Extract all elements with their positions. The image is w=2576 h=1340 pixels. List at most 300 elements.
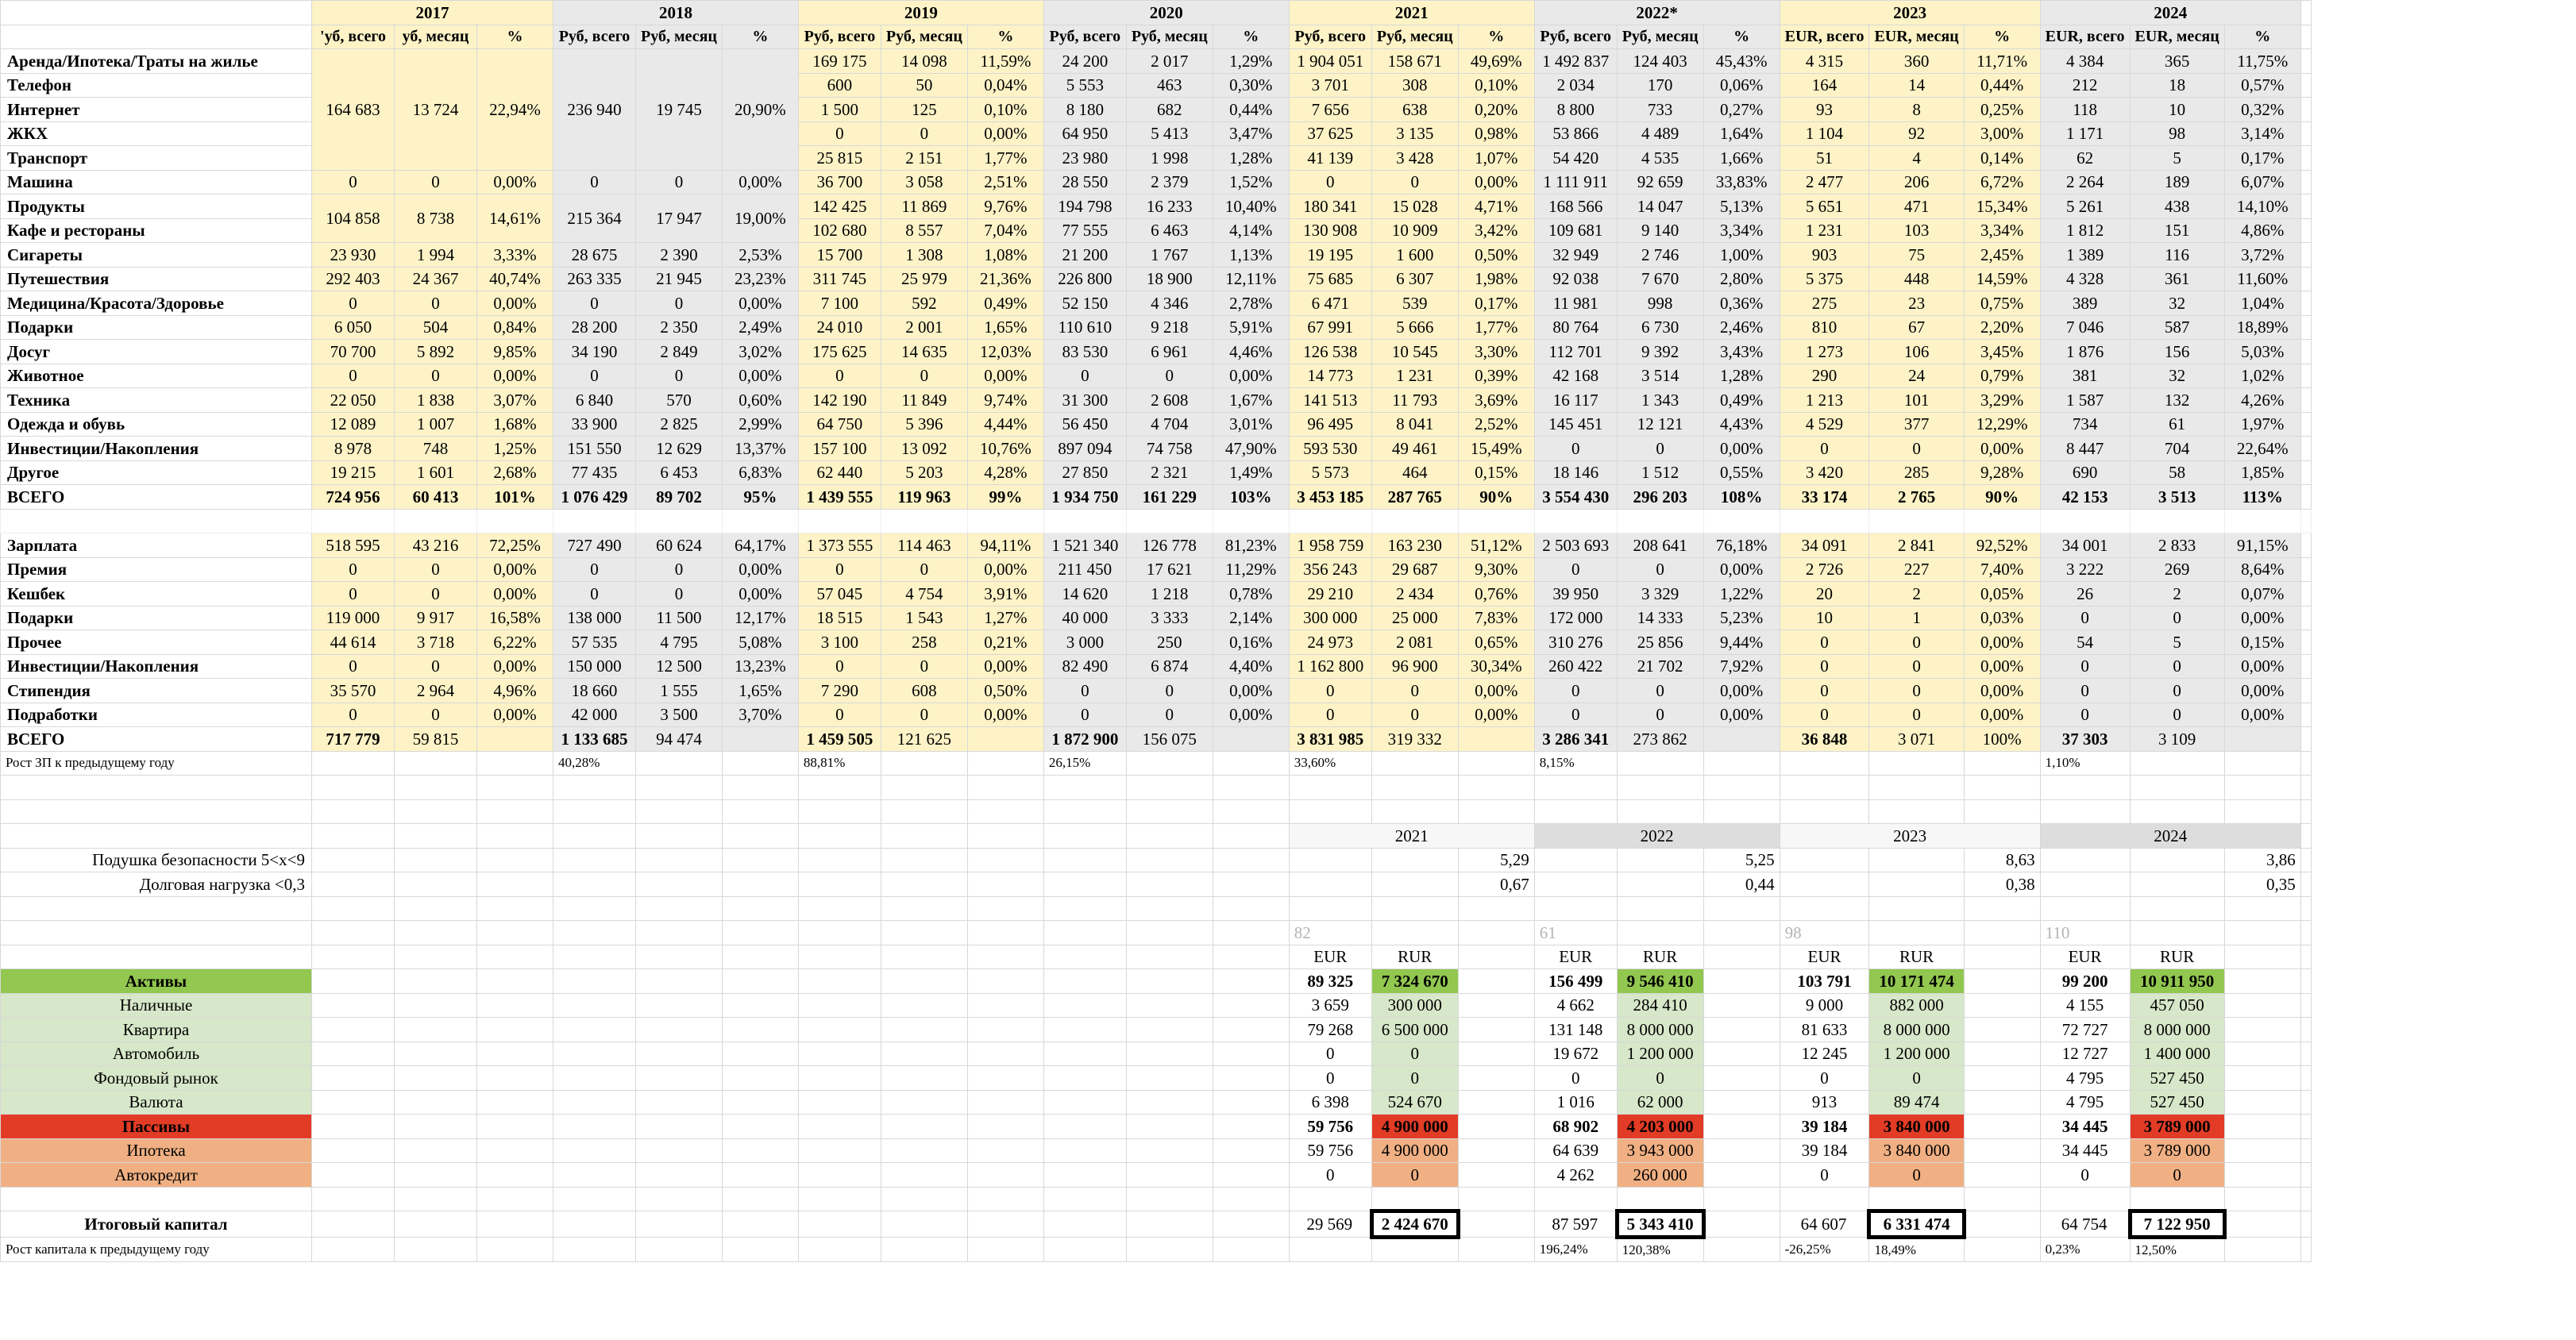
value-cell[interactable]: 0,00% [1458, 170, 1534, 194]
empty-cell[interactable] [636, 945, 723, 969]
empty-cell[interactable] [2224, 945, 2300, 969]
empty-cell[interactable] [1126, 1138, 1213, 1163]
empty-cell[interactable] [312, 872, 395, 897]
value-cell[interactable]: 26 [2040, 582, 2130, 606]
value-cell[interactable]: 0,00% [1458, 679, 1534, 703]
value-cell[interactable]: 4 489 [1617, 121, 1703, 146]
empty-cell[interactable] [2300, 606, 2311, 630]
value-cell[interactable]: 682 [1126, 98, 1213, 122]
value-cell[interactable]: 1 876 [2040, 340, 2130, 364]
value-cell[interactable]: 504 [395, 315, 477, 340]
empty-cell[interactable] [1780, 799, 1869, 824]
value-cell[interactable]: 4 795 [636, 630, 723, 655]
value-cell[interactable]: 6 730 [1617, 315, 1703, 340]
empty-cell[interactable] [553, 1238, 636, 1262]
value-cell[interactable]: 36 700 [798, 170, 881, 194]
balance-eur[interactable]: 0 [1289, 1042, 1371, 1066]
empty-cell[interactable] [477, 1238, 553, 1262]
value-cell[interactable]: 0,00% [722, 557, 798, 582]
value-cell[interactable]: 3 500 [636, 703, 723, 727]
empty-cell[interactable] [2130, 872, 2224, 897]
value-cell[interactable]: 3,30% [1458, 340, 1534, 364]
empty-cell[interactable] [1534, 776, 1617, 800]
empty-cell[interactable] [2300, 1115, 2311, 1139]
empty-cell[interactable] [1458, 1090, 1534, 1115]
empty-cell[interactable] [1869, 896, 1964, 921]
value-cell[interactable]: 70 700 [312, 340, 395, 364]
empty-cell[interactable] [1, 509, 312, 533]
value-cell[interactable]: 2 746 [1617, 243, 1703, 268]
value-cell[interactable]: 592 [881, 291, 967, 316]
empty-cell[interactable] [2300, 73, 2311, 98]
value-cell[interactable]: 61 [2130, 412, 2224, 437]
empty-cell[interactable] [553, 896, 636, 921]
value-cell[interactable] [1703, 727, 1780, 752]
capital-growth-rur[interactable]: 120,38% [1617, 1238, 1703, 1262]
balance-eur[interactable]: 4 662 [1534, 993, 1617, 1018]
value-cell[interactable]: 5,08% [722, 630, 798, 655]
value-cell[interactable]: 518 595 [312, 533, 395, 558]
empty-cell[interactable] [2130, 509, 2224, 533]
value-cell[interactable]: 1 555 [636, 679, 723, 703]
value-cell[interactable]: 14 635 [881, 340, 967, 364]
value-cell[interactable]: 23,23% [722, 267, 798, 291]
empty-cell[interactable] [2300, 533, 2311, 558]
empty-cell[interactable] [2224, 1238, 2300, 1262]
value-cell[interactable]: 0,21% [967, 630, 1043, 655]
value-cell[interactable]: 4 328 [2040, 267, 2130, 291]
value-cell[interactable]: 300 000 [1289, 606, 1371, 630]
value-cell[interactable]: 0,00% [722, 291, 798, 316]
value-cell[interactable]: 11,59% [967, 49, 1043, 74]
empty-cell[interactable] [881, 1042, 967, 1066]
value-cell[interactable]: 5 203 [881, 460, 967, 485]
category-label[interactable]: Одежда и обувь [1, 412, 312, 437]
balance-rur[interactable]: 89 474 [1869, 1090, 1964, 1115]
value-cell[interactable]: 11,60% [2224, 267, 2300, 291]
value-cell[interactable]: 1 459 505 [798, 727, 881, 752]
empty-cell[interactable] [1126, 1115, 1213, 1139]
empty-cell[interactable] [722, 848, 798, 872]
empty-cell[interactable] [1703, 921, 1780, 945]
value-cell[interactable]: 0 [798, 364, 881, 388]
empty-cell[interactable] [1213, 1042, 1289, 1066]
category-label[interactable]: Продукты [1, 194, 312, 219]
value-cell[interactable]: 1 389 [2040, 243, 2130, 268]
value-cell[interactable]: 2 849 [636, 340, 723, 364]
empty-cell[interactable] [1964, 1090, 2040, 1115]
value-cell[interactable]: 0,00% [477, 654, 553, 679]
value-cell[interactable]: 0 [395, 654, 477, 679]
capital-eur[interactable]: 64 607 [1780, 1211, 1869, 1238]
currency-rur[interactable]: RUR [1869, 945, 1964, 969]
empty-cell[interactable] [1126, 1238, 1213, 1262]
category-label[interactable]: Инвестиции/Накопления [1, 437, 312, 461]
capital-eur[interactable]: 29 569 [1289, 1211, 1371, 1238]
empty-cell[interactable] [967, 945, 1043, 969]
value-cell[interactable]: 4,71% [1458, 194, 1534, 219]
empty-cell[interactable] [1213, 1238, 1289, 1262]
value-cell[interactable]: 3,07% [477, 388, 553, 413]
value-cell[interactable]: 42 168 [1534, 364, 1617, 388]
value-cell[interactable]: 0,00% [477, 364, 553, 388]
empty-cell[interactable] [1780, 751, 1869, 776]
empty-cell[interactable] [1126, 799, 1213, 824]
value-cell[interactable]: 292 403 [312, 267, 395, 291]
value-cell[interactable]: 164 [1780, 73, 1869, 98]
empty-cell[interactable] [881, 896, 967, 921]
empty-cell[interactable] [1043, 776, 1126, 800]
value-cell[interactable]: 0,00% [722, 364, 798, 388]
value-cell[interactable]: 0,00% [2224, 654, 2300, 679]
empty-cell[interactable] [798, 1042, 881, 1066]
empty-cell[interactable] [553, 1018, 636, 1042]
value-cell[interactable]: 2 825 [636, 412, 723, 437]
value-cell[interactable]: 10 [2130, 98, 2224, 122]
value-cell[interactable]: 5 666 [1371, 315, 1458, 340]
year-header[interactable]: 2022* [1534, 1, 1780, 25]
value-cell[interactable]: 285 [1869, 460, 1964, 485]
value-cell[interactable]: 0 [553, 557, 636, 582]
value-cell[interactable]: 6 874 [1126, 654, 1213, 679]
empty-cell[interactable] [1213, 921, 1289, 945]
balance-eur[interactable]: 0 [2040, 1163, 2130, 1188]
empty-cell[interactable] [2300, 98, 2311, 122]
empty-cell[interactable] [798, 1115, 881, 1139]
value-cell[interactable]: 14 047 [1617, 194, 1703, 219]
empty-cell[interactable] [553, 872, 636, 897]
empty-cell[interactable] [881, 1211, 967, 1238]
empty-cell[interactable] [798, 1138, 881, 1163]
empty-cell[interactable] [967, 1238, 1043, 1262]
empty-cell[interactable] [1371, 921, 1458, 945]
empty-cell[interactable] [1780, 896, 1869, 921]
value-cell[interactable]: 116 [2130, 243, 2224, 268]
value-cell[interactable]: 0,44% [1213, 98, 1289, 122]
empty-cell[interactable] [1458, 993, 1534, 1018]
empty-cell[interactable] [1213, 509, 1289, 533]
value-cell[interactable]: 1 104 [1780, 121, 1869, 146]
balance-eur[interactable]: 79 268 [1289, 1018, 1371, 1042]
value-cell[interactable]: 95% [722, 485, 798, 510]
empty-cell[interactable] [2300, 848, 2311, 872]
value-cell[interactable]: 151 550 [553, 437, 636, 461]
empty-cell[interactable] [477, 1187, 553, 1211]
empty-cell[interactable] [553, 1187, 636, 1211]
merged-value-cell[interactable]: 13 724 [395, 49, 477, 171]
value-cell[interactable]: 25 000 [1371, 606, 1458, 630]
empty-cell[interactable] [553, 799, 636, 824]
capital-growth-eur[interactable]: 196,24% [1534, 1238, 1617, 1262]
column-header[interactable]: % [2224, 25, 2300, 49]
column-header[interactable]: Руб, всего [553, 25, 636, 49]
value-cell[interactable]: 60 413 [395, 485, 477, 510]
value-cell[interactable]: 1 600 [1371, 243, 1458, 268]
column-header[interactable]: EUR, месяц [1869, 25, 1964, 49]
empty-cell[interactable] [477, 1115, 553, 1139]
value-cell[interactable]: 1,52% [1213, 170, 1289, 194]
income-label[interactable]: Премия [1, 557, 312, 582]
empty-cell[interactable] [2224, 1018, 2300, 1042]
value-cell[interactable]: 64,17% [722, 533, 798, 558]
value-cell[interactable]: 5 553 [1043, 73, 1126, 98]
value-cell[interactable]: 92 659 [1617, 170, 1703, 194]
value-cell[interactable]: 208 641 [1617, 533, 1703, 558]
value-cell[interactable]: 33 900 [553, 412, 636, 437]
value-cell[interactable]: 724 956 [312, 485, 395, 510]
value-cell[interactable]: 163 230 [1371, 533, 1458, 558]
empty-cell[interactable] [312, 824, 395, 849]
merged-value-cell[interactable]: 8 738 [395, 194, 477, 243]
value-cell[interactable]: 27 850 [1043, 460, 1126, 485]
empty-cell[interactable] [1617, 799, 1703, 824]
value-cell[interactable]: 0 [1780, 703, 1869, 727]
value-cell[interactable]: 0 [1780, 679, 1869, 703]
empty-cell[interactable] [2300, 1138, 2311, 1163]
balance-rur[interactable]: 7 324 670 [1371, 969, 1458, 994]
value-cell[interactable]: 0,15% [2224, 630, 2300, 655]
value-cell[interactable]: 3 286 341 [1534, 727, 1617, 752]
value-cell[interactable]: 3 333 [1126, 606, 1213, 630]
empty-cell[interactable] [1126, 1066, 1213, 1091]
empty-cell[interactable] [2300, 630, 2311, 655]
empty-cell[interactable] [2300, 872, 2311, 897]
value-cell[interactable]: 20 [1780, 582, 1869, 606]
empty-cell[interactable] [1213, 1138, 1289, 1163]
value-cell[interactable]: 3 513 [2130, 485, 2224, 510]
value-cell[interactable]: 1,77% [967, 146, 1043, 171]
empty-cell[interactable] [2300, 412, 2311, 437]
value-cell[interactable]: 3,72% [2224, 243, 2300, 268]
debt-label[interactable]: Долговая нагрузка <0,3 [1, 872, 312, 897]
value-cell[interactable]: 180 341 [1289, 194, 1371, 219]
value-cell[interactable]: 0 [1043, 364, 1126, 388]
empty-cell[interactable] [2224, 1138, 2300, 1163]
value-cell[interactable]: 90% [1964, 485, 2040, 510]
value-cell[interactable]: 0 [1289, 170, 1371, 194]
currency-rur[interactable]: RUR [1371, 945, 1458, 969]
value-cell[interactable]: 227 [1869, 557, 1964, 582]
balance-eur[interactable]: 12 245 [1780, 1042, 1869, 1066]
value-cell[interactable]: 0,49% [967, 291, 1043, 316]
value-cell[interactable]: 0 [553, 582, 636, 606]
empty-cell[interactable] [1043, 509, 1126, 533]
value-cell[interactable]: 64 950 [1043, 121, 1126, 146]
value-cell[interactable]: 0 [1371, 170, 1458, 194]
empty-cell[interactable] [881, 1163, 967, 1188]
balance-rur[interactable]: 527 450 [2130, 1066, 2224, 1091]
empty-cell[interactable] [395, 776, 477, 800]
value-cell[interactable]: 361 [2130, 267, 2224, 291]
value-cell[interactable]: 319 332 [1371, 727, 1458, 752]
value-cell[interactable]: 258 [881, 630, 967, 655]
value-cell[interactable]: 0,16% [1213, 630, 1289, 655]
value-cell[interactable]: 0,00% [967, 364, 1043, 388]
empty-cell[interactable] [395, 848, 477, 872]
empty-cell[interactable] [1213, 1187, 1289, 1211]
empty-cell[interactable] [722, 1066, 798, 1091]
income-label[interactable]: Подарки [1, 606, 312, 630]
value-cell[interactable]: 6,22% [477, 630, 553, 655]
empty-cell[interactable] [967, 1211, 1043, 1238]
merged-value-cell[interactable]: 17 947 [636, 194, 723, 243]
empty-cell[interactable] [798, 969, 881, 994]
value-cell[interactable]: 16,58% [477, 606, 553, 630]
column-header[interactable]: EUR, месяц [2130, 25, 2224, 49]
value-cell[interactable]: 0 [1780, 437, 1869, 461]
empty-cell[interactable] [2300, 1163, 2311, 1188]
exchange-rate[interactable]: 98 [1780, 921, 1869, 945]
salary-growth-value[interactable]: 88,81% [798, 751, 881, 776]
empty-cell[interactable] [1371, 872, 1458, 897]
value-cell[interactable]: 0 [798, 557, 881, 582]
value-cell[interactable]: 3,01% [1213, 412, 1289, 437]
value-cell[interactable]: 2 833 [2130, 533, 2224, 558]
value-cell[interactable]: 0 [636, 557, 723, 582]
empty-cell[interactable] [477, 751, 553, 776]
value-cell[interactable]: 250 [1126, 630, 1213, 655]
value-cell[interactable]: 118 [2040, 98, 2130, 122]
column-header[interactable]: Руб, месяц [881, 25, 967, 49]
empty-cell[interactable] [2300, 218, 2311, 243]
value-cell[interactable] [1458, 727, 1534, 752]
value-cell[interactable]: 2,99% [722, 412, 798, 437]
value-cell[interactable]: 0,07% [2224, 582, 2300, 606]
empty-cell[interactable] [477, 1042, 553, 1066]
empty-cell[interactable] [636, 969, 723, 994]
empty-cell[interactable] [477, 1138, 553, 1163]
empty-cell[interactable] [1534, 1187, 1617, 1211]
empty-cell[interactable] [722, 1018, 798, 1042]
value-cell[interactable]: 1,65% [722, 679, 798, 703]
value-cell[interactable]: 33,83% [1703, 170, 1780, 194]
value-cell[interactable]: 124 403 [1617, 49, 1703, 74]
empty-cell[interactable] [1964, 1018, 2040, 1042]
value-cell[interactable]: 356 243 [1289, 557, 1371, 582]
value-cell[interactable]: 1,64% [1703, 121, 1780, 146]
empty-cell[interactable] [1703, 751, 1780, 776]
empty-cell[interactable] [798, 921, 881, 945]
empty-cell[interactable] [881, 1187, 967, 1211]
empty-cell[interactable] [881, 1115, 967, 1139]
empty-cell[interactable] [1043, 1138, 1126, 1163]
value-cell[interactable]: 8 [1869, 98, 1964, 122]
empty-cell[interactable] [1869, 509, 1964, 533]
value-cell[interactable]: 0 [636, 291, 723, 316]
empty-cell[interactable] [967, 1115, 1043, 1139]
empty-cell[interactable] [881, 751, 967, 776]
value-cell[interactable]: 18 [2130, 73, 2224, 98]
empty-cell[interactable] [722, 1138, 798, 1163]
merged-value-cell[interactable]: 22,94% [477, 49, 553, 171]
empty-cell[interactable] [553, 1163, 636, 1188]
value-cell[interactable]: 2,52% [1458, 412, 1534, 437]
empty-cell[interactable] [1213, 848, 1289, 872]
value-cell[interactable]: 37 303 [2040, 727, 2130, 752]
balance-rur[interactable]: 524 670 [1371, 1090, 1458, 1115]
value-cell[interactable]: 5,23% [1703, 606, 1780, 630]
capital-rur[interactable]: 7 122 950 [2130, 1211, 2224, 1238]
value-cell[interactable]: 0 [312, 654, 395, 679]
value-cell[interactable]: 75 [1869, 243, 1964, 268]
value-cell[interactable]: 12 629 [636, 437, 723, 461]
value-cell[interactable]: 1 007 [395, 412, 477, 437]
empty-cell[interactable] [1703, 1115, 1780, 1139]
empty-cell[interactable] [2300, 25, 2311, 49]
income-label[interactable]: Кешбек [1, 582, 312, 606]
empty-cell[interactable] [1458, 1187, 1534, 1211]
empty-cell[interactable] [2300, 49, 2311, 74]
balance-rur[interactable]: 8 000 000 [2130, 1018, 2224, 1042]
value-cell[interactable]: 92 [1869, 121, 1964, 146]
value-cell[interactable]: 365 [2130, 49, 2224, 74]
value-cell[interactable]: 13,37% [722, 437, 798, 461]
value-cell[interactable]: 1 998 [1126, 146, 1213, 171]
value-cell[interactable]: 1 162 800 [1289, 654, 1371, 679]
capital-year-header[interactable]: 2021 [1289, 824, 1534, 849]
value-cell[interactable]: 0 [1869, 630, 1964, 655]
value-cell[interactable]: 29 687 [1371, 557, 1458, 582]
value-cell[interactable]: 4 315 [1780, 49, 1869, 74]
income-label[interactable]: ВСЕГО [1, 727, 312, 752]
column-header[interactable]: Руб, месяц [1126, 25, 1213, 49]
value-cell[interactable]: 1,66% [1703, 146, 1780, 171]
category-label[interactable]: Подарки [1, 315, 312, 340]
empty-cell[interactable] [1126, 776, 1213, 800]
value-cell[interactable]: 7 670 [1617, 267, 1703, 291]
value-cell[interactable]: 42 000 [553, 703, 636, 727]
value-cell[interactable]: 438 [2130, 194, 2224, 219]
value-cell[interactable]: 0 [1043, 679, 1126, 703]
value-cell[interactable]: 1 171 [2040, 121, 2130, 146]
value-cell[interactable]: 389 [2040, 291, 2130, 316]
balance-rur[interactable]: 0 [1617, 1066, 1703, 1091]
empty-cell[interactable] [1703, 509, 1780, 533]
value-cell[interactable]: 19 215 [312, 460, 395, 485]
empty-cell[interactable] [553, 969, 636, 994]
column-header[interactable]: Руб, месяц [1617, 25, 1703, 49]
empty-cell[interactable] [2300, 1, 2311, 25]
value-cell[interactable]: 1 994 [395, 243, 477, 268]
empty-cell[interactable] [477, 1211, 553, 1238]
value-cell[interactable]: 311 745 [798, 267, 881, 291]
empty-cell[interactable] [1289, 872, 1371, 897]
merged-value-cell[interactable]: 19,00% [722, 194, 798, 243]
value-cell[interactable]: 2,80% [1703, 267, 1780, 291]
value-cell[interactable]: 2 434 [1371, 582, 1458, 606]
empty-cell[interactable] [1703, 1066, 1780, 1091]
value-cell[interactable]: 22,64% [2224, 437, 2300, 461]
balance-label[interactable]: Активы [1, 969, 312, 994]
value-cell[interactable]: 0,14% [1964, 146, 2040, 171]
empty-cell[interactable] [1043, 1090, 1126, 1115]
debt-value[interactable]: 0,38 [1964, 872, 2040, 897]
balance-rur[interactable]: 300 000 [1371, 993, 1458, 1018]
value-cell[interactable]: 0,32% [2224, 98, 2300, 122]
value-cell[interactable]: 77 555 [1043, 218, 1126, 243]
value-cell[interactable]: 3,69% [1458, 388, 1534, 413]
debt-value[interactable]: 0,67 [1458, 872, 1534, 897]
value-cell[interactable]: 76,18% [1703, 533, 1780, 558]
empty-cell[interactable] [881, 1138, 967, 1163]
balance-rur[interactable]: 1 200 000 [1869, 1042, 1964, 1066]
value-cell[interactable]: 6,72% [1964, 170, 2040, 194]
empty-cell[interactable] [312, 1018, 395, 1042]
balance-eur[interactable]: 6 398 [1289, 1090, 1371, 1115]
empty-cell[interactable] [1289, 896, 1371, 921]
empty-cell[interactable] [881, 1066, 967, 1091]
empty-cell[interactable] [312, 1042, 395, 1066]
